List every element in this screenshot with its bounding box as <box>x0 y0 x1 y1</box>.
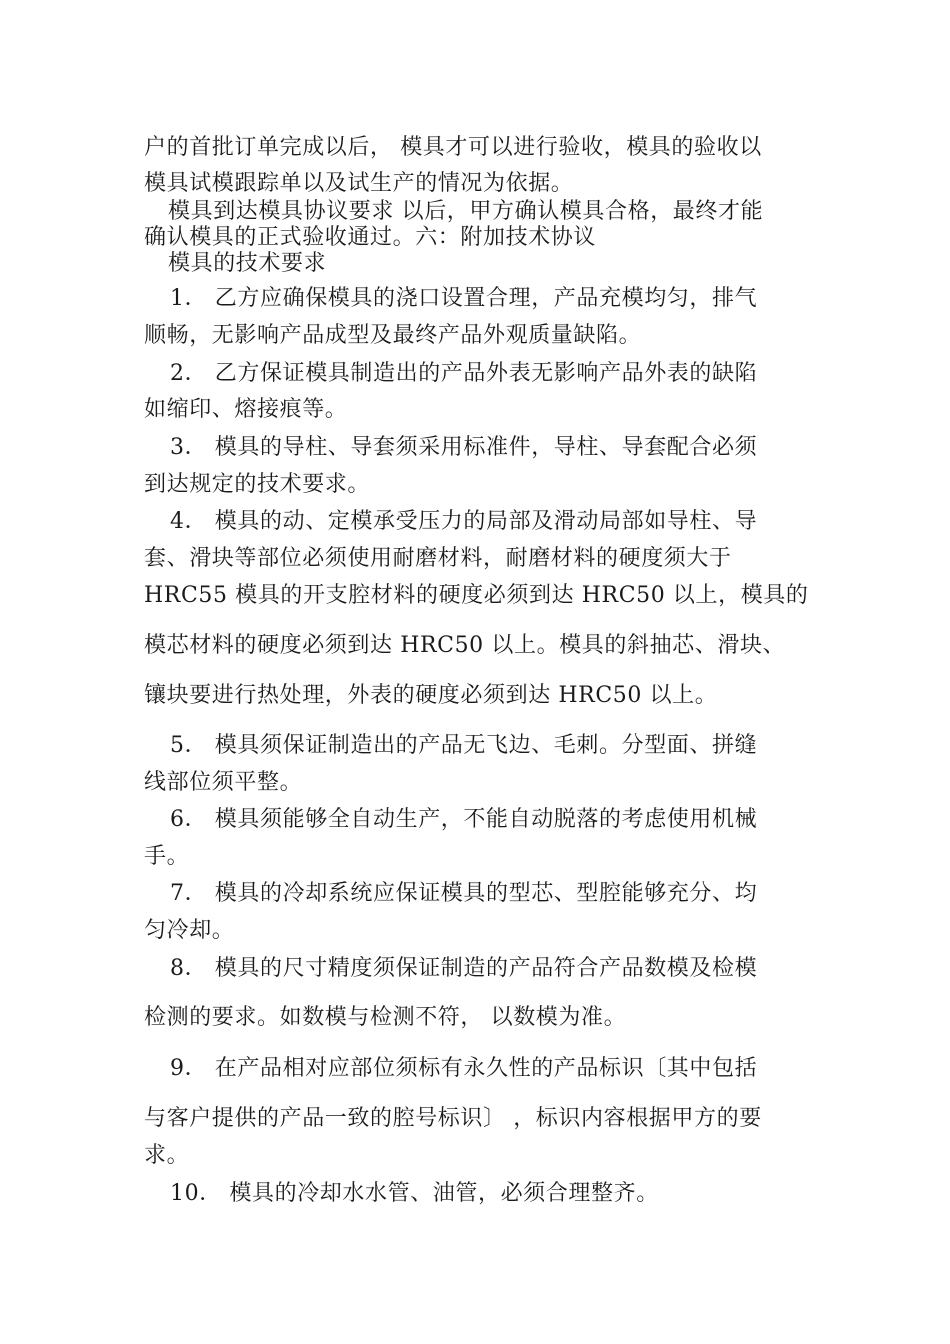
item-5-line-2: 线部位须平整。 <box>144 770 303 795</box>
item-9-line-3: 求。 <box>144 1143 190 1168</box>
item-3-line-2: 到达规定的技术要求。 <box>144 472 371 497</box>
item-8-line-2: 检测的要求。如数模与检测不符， 以数模为准。 <box>144 1005 627 1030</box>
item-2-line-1: 2． 乙方保证模具制造出的产品外表无影响产品外表的缺陷 <box>170 361 758 386</box>
item-6-line-2: 手。 <box>144 844 190 869</box>
item-2-line-2: 如缩印、熔接痕等。 <box>144 397 348 422</box>
item-4-line-3: HRC55 模具的开支腔材料的硬度必须到达 HRC50 以上，模具的 <box>144 583 809 608</box>
section-heading: 模具的技术要求 <box>168 251 327 276</box>
text-line-4: 确认模具的正式验收通过。六：附加技术协议 <box>144 225 597 250</box>
item-4-line-5: 镶块要进行热处理，外表的硬度必须到达 HRC50 以上。 <box>144 683 718 708</box>
item-1-line-1: 1． 乙方应确保模具的浇口设置合理，产品充模均匀，排气 <box>170 286 758 311</box>
item-7-line-1: 7． 模具的冷却系统应保证模具的型芯、型腔能够充分、均 <box>170 881 758 906</box>
item-4-line-4: 模芯材料的硬度必须到达 HRC50 以上。模具的斜抽芯、滑块、 <box>144 633 786 658</box>
item-3-line-1: 3． 模具的导柱、导套须采用标准件，导柱、导套配合必须 <box>170 435 758 460</box>
item-9-line-1: 9． 在产品相对应部位须标有永久性的产品标识〔其中包括 <box>170 1056 758 1081</box>
item-7-line-2: 匀冷却。 <box>144 918 235 943</box>
text-line-3: 模具到达模具协议要求 以后，甲方确认模具合格，最终才能 <box>168 199 764 224</box>
item-4-line-1: 4． 模具的动、定模承受压力的局部及滑动局部如导柱、导 <box>170 509 758 534</box>
item-4-line-2: 套、滑块等部位必须使用耐磨材料，耐磨材料的硬度须大于 <box>144 546 732 571</box>
text-line-1: 户的首批订单完成以后， 模具才可以进行验收，模具的验收以 <box>144 135 762 160</box>
text-line-2: 模具试模跟踪单以及试生产的情况为依据。 <box>144 171 574 196</box>
item-5-line-1: 5． 模具须保证制造出的产品无飞边、毛刺。分型面、拼缝 <box>170 733 758 758</box>
item-9-line-2: 与客户提供的产品一致的腔号标识〕 ，标识内容根据甲方的要 <box>144 1106 762 1131</box>
item-1-line-2: 顺畅，无影响产品成型及最终产品外观质量缺陷。 <box>144 323 642 348</box>
item-10-line-1: 10． 模具的冷却水水管、油管，必须合理整齐。 <box>170 1181 659 1206</box>
item-6-line-1: 6． 模具须能够全自动生产，不能自动脱落的考虑使用机械 <box>170 807 758 832</box>
item-8-line-1: 8． 模具的尺寸精度须保证制造的产品符合产品数模及检模 <box>170 956 758 981</box>
